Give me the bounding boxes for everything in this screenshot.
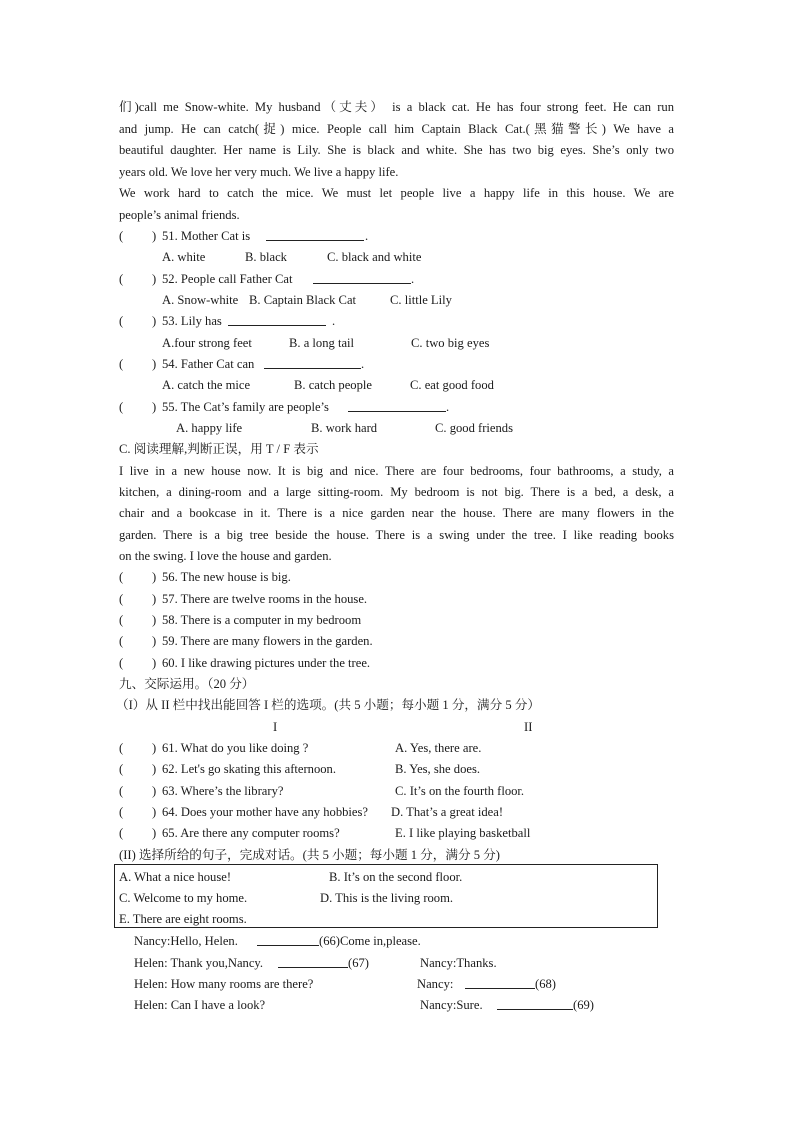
match-answer: A. Yes, there are. [395,741,482,755]
answer-paren-open: ( [119,826,124,840]
answer-blank[interactable] [264,357,361,369]
dialog-speech: Helen: Thank you,Nancy. [134,956,264,970]
box-option-e: E. There are eight rooms. [119,912,247,926]
dialog-speech: (66)Come in,please. [319,934,421,948]
option-c: C. two big eyes [411,336,490,350]
match-question: 64. Does your mother have any hobbies? [162,805,368,819]
answer-paren-open: ( [119,613,124,627]
answer-paren-close: ) [152,762,157,776]
answer-blank[interactable] [313,272,411,284]
option-a: A. white [162,250,206,264]
box-option-a: A. What a nice house! [119,870,232,884]
answer-paren-open: ( [119,314,124,328]
passage-line: chair and a bookcase in it. There is a nice garden near the house. There are many flowers in the [119,506,674,520]
answer-paren-close: ) [152,357,157,371]
dialog-speech: Nancy:Thanks. [420,956,497,970]
dialog-speech: Nancy:Hello, Helen. [134,934,238,948]
passage-line: years old. We love her very much. We live a happy life. [119,165,399,179]
question-stem: 55. The Cat’s family are people’s [162,400,329,414]
question-text: 58. There is a computer in my bedroom [162,613,362,627]
answer-paren-open: ( [119,357,124,371]
answer-paren-open: ( [119,229,124,243]
option-a: A.four strong feet [162,336,252,350]
option-b: B. work hard [311,421,378,435]
question-stem: 51. Mother Cat is [162,229,251,243]
answer-paren-open: ( [119,570,124,584]
option-b: B. Captain Black Cat [249,293,357,307]
answer-paren-open: ( [119,741,124,755]
passage-line: garden. There is a big tree beside the house. There is a swing under the tree. I like reading books [119,528,674,542]
passage-line: beautiful daughter. Her name is Lily. She is black and white. She has two big eyes. She’s only two [119,143,674,157]
question-tail: . [411,272,415,286]
answer-paren-open: ( [119,592,124,606]
answer-paren-close: ) [152,272,157,286]
answer-paren-close: ) [152,634,157,648]
column-i-header: I [273,720,278,734]
option-a: A. Snow-white [162,293,239,307]
passage-line: people’s animal friends. [119,208,240,222]
match-answer: C. It’s on the fourth floor. [395,784,525,798]
match-answer: B. Yes, she does. [395,762,481,776]
dialog-blank-label: (67) [348,956,369,970]
passage-line: on the swing. I love the house and garden. [119,549,332,563]
answer-blank[interactable] [228,314,326,326]
answer-paren-close: ) [152,784,157,798]
dialog-blank-label: (68) [535,977,556,991]
passage-line: We work hard to catch the mice. We must let people live a happy life in this house. We are [119,186,674,200]
option-a: A. catch the mice [162,378,251,392]
box-option-d: D. This is the living room. [320,891,454,905]
match-question: 65. Are there any computer rooms? [162,826,340,840]
question-text: 56. The new house is big. [162,570,291,584]
match-answer: D. That’s a great idea! [391,805,504,819]
answer-blank[interactable] [257,934,319,946]
dialog-blank-label: (69) [573,998,594,1012]
match-answer: E. I like playing basketball [395,826,531,840]
answer-paren-close: ) [152,314,157,328]
part-1-instruction: （I）从 II 栏中找出能回答 I 栏的选项。(共 5 小题；每小题 1 分，满分 5 分） [116,698,540,712]
passage-line: 们)call me Snow-white. My husband（丈夫） is a black cat. He has four strong feet. He can run [119,100,674,114]
answer-paren-close: ) [152,229,157,243]
option-b: B. black [245,250,287,264]
match-question: 61. What do you like doing ? [162,741,309,755]
question-text: 60. I like drawing pictures under the tree. [162,656,371,670]
question-text: 59. There are many flowers in the garden. [162,634,373,648]
dialog-speech: Helen: Can I have a look? [134,998,266,1012]
dialog-speech: Nancy: [417,977,454,991]
dialog-speech: Helen: How many rooms are there? [134,977,314,991]
question-text: 57. There are twelve rooms in the house. [162,592,368,606]
question-tail: . [361,357,365,371]
box-option-c: C. Welcome to my home. [119,891,248,905]
answer-paren-close: ) [152,741,157,755]
question-tail: . [365,229,369,243]
section-c-heading: C. 阅读理解,判断正误，用 T / F 表示 [119,442,319,456]
answer-paren-open: ( [119,805,124,819]
answer-paren-close: ) [152,570,157,584]
answer-paren-close: ) [152,826,157,840]
option-a: A. happy life [176,421,243,435]
question-stem: 54. Father Cat can [162,357,255,371]
column-ii-header: II [524,720,533,734]
answer-blank[interactable] [465,977,535,989]
option-b: B. a long tail [289,336,355,350]
option-c: C. good friends [435,421,514,435]
answer-paren-close: ) [152,805,157,819]
answer-paren-open: ( [119,400,124,414]
question-stem: 53. Lily has [162,314,222,328]
box-option-b: B. It’s on the second floor. [329,870,463,884]
passage-line: kitchen, a dining-room and a large sitting-room. My bedroom is not big. There is a bed, a desk, a [119,485,674,499]
question-stem: 52. People call Father Cat [162,272,293,286]
match-question: 63. Where’s the library? [162,784,284,798]
question-tail: . [446,400,450,414]
answer-paren-open: ( [119,272,124,286]
answer-paren-close: ) [152,656,157,670]
answer-blank[interactable] [266,229,364,241]
option-c: C. little Lily [390,293,452,307]
answer-paren-open: ( [119,762,124,776]
match-question: 62. Let's go skating this afternoon. [162,762,337,776]
option-c: C. eat good food [410,378,494,392]
passage-line: I live in a new house now. It is big and nice. There are four bedrooms, four bathrooms, a study, a [119,464,674,478]
question-tail: . [332,314,336,328]
section-9-heading: 九、交际运用。（20 分） [119,677,255,691]
answer-blank[interactable] [278,956,348,968]
answer-paren-close: ) [152,613,157,627]
option-c: C. black and white [327,250,422,264]
answer-paren-close: ) [152,400,157,414]
answer-paren-open: ( [119,634,124,648]
answer-paren-close: ) [152,592,157,606]
part-2-instruction: (II) 选择所给的句子，完成对话。(共 5 小题；每小题 1 分，满分 5 分) [119,848,500,862]
option-b: B. catch people [294,378,372,392]
answer-blank[interactable] [348,400,446,412]
answer-paren-open: ( [119,784,124,798]
answer-paren-open: ( [119,656,124,670]
passage-line: and jump. He can catch(捉) mice. People call him Captain Black Cat.(黑猫警长) We have a [119,122,674,136]
answer-blank[interactable] [497,998,573,1010]
dialog-speech: Nancy:Sure. [420,998,483,1012]
